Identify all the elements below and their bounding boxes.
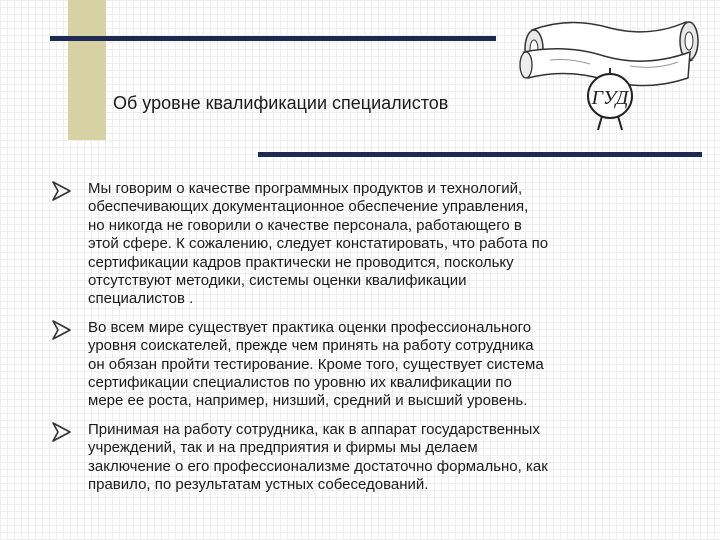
top-rule [50,36,496,41]
arrowhead-bullet-icon [50,319,72,341]
list-item [48,319,688,411]
bullet-text: Во всем мире существует практика оценки профессионального уровня соискателей, прежде чем принять на работу сотрудника он обязан пройти тестирование. Кроме того, существует система сертификации специалистов по уровню их квалификации по мере ее роста, например, низший, средний и высший уровень. [88,318,544,410]
list-item [48,180,688,309]
bullet-text: Мы говорим о качестве программных продуктов и технологий, обеспечивающих документационное обеспечение управления, но никогда не говорили о качестве персонала, работающего в этой сфере. К сожалению, следует констатировать, что работа по сертификации кадров практически не проводится, поскольку отсутствуют методики, системы оценки квалификации специалистов . [88,180,549,308]
arrowhead-bullet-icon [50,180,72,202]
emblem-label: ГУД [591,87,629,109]
bottom-rule [258,152,702,157]
bullet-list [48,180,688,505]
bullet-text: Принимая на работу сотрудника, как в аппарат государственных учреждений, так и на предприятия и фирмы мы делаем заключение о его профессионализме достаточно формально, как правило, по результатам устных собеседований. [88,420,548,494]
arrowhead-bullet-icon [50,421,72,443]
list-item [48,421,688,495]
scroll-emblem-icon [510,8,700,136]
accent-block [68,0,106,140]
slide-title: Об уровне квалификации специалистов [113,93,449,113]
